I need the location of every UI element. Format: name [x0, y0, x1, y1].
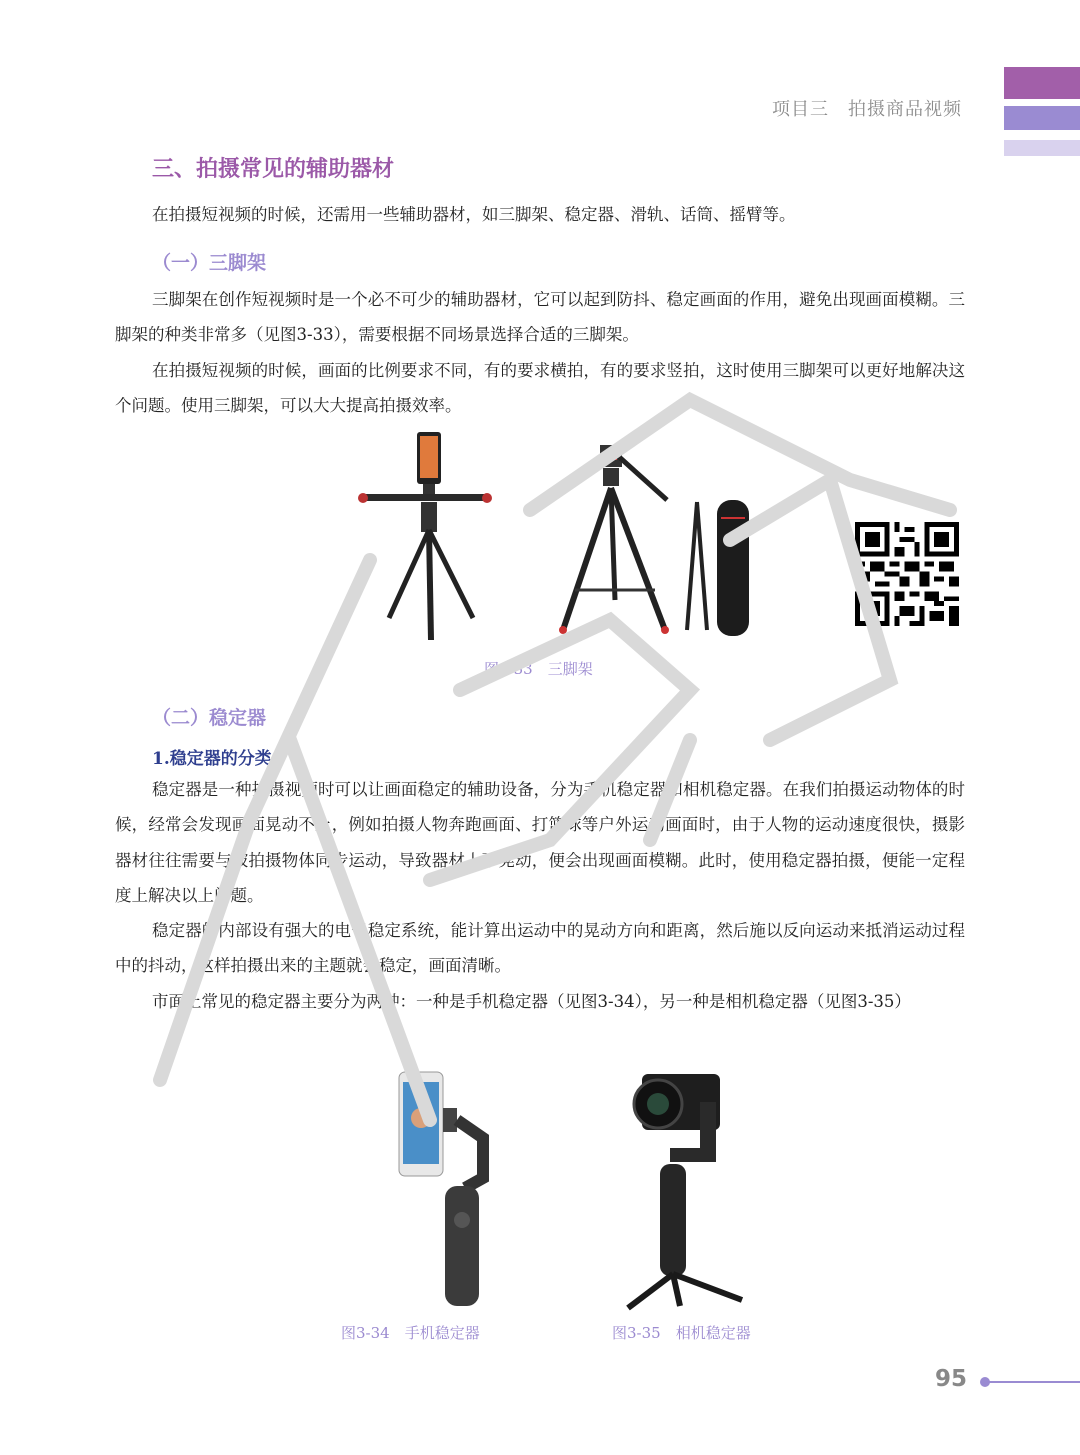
stabilizer-paragraph-1: 稳定器是一种拍摄视频时可以让画面稳定的辅助设备，分为手机稳定器和相机稳定器。在我们拍摄运动物体的时候，经常会发现画面晃动不止，例如拍摄人物奔跑画面、打篮球等户外运动画面时，由于人物的运动速度很快，摄影器材往往需要与被拍摄物体同步运动，导致器材上下晃动，便会出现画面模糊。此时，使用稳定器拍摄，便能一定程度上解决以上问题。: [115, 780, 965, 905]
qr-code[interactable]: [855, 522, 959, 626]
header-tab-purple: [1004, 67, 1080, 99]
phone-stabilizer-photo: [395, 1068, 505, 1313]
section-title: 三、拍摄常见的辅助器材: [152, 157, 395, 182]
figure-caption-3-34: 图3-34 手机稳定器: [341, 1324, 480, 1342]
figure-caption-3-35: 图3-35 相机稳定器: [612, 1324, 751, 1342]
stabilizer-paragraph-3: 市面上常见的稳定器主要分为两种：一种是手机稳定器（见图3-34），另一种是相机稳定器（见图3-35）: [152, 992, 911, 1011]
stabilizer-paragraph-2: 稳定器的内部设有强大的电子稳定系统，能计算出运动中的晃动方向和距离，然后施以反向运动来抵消运动过程中的抖动，这样拍摄出来的主题就会稳定，画面清晰。: [115, 921, 965, 976]
tripod-video-photo: [555, 440, 755, 640]
tripod-paragraph-2: 在拍摄短视频的时候，画面的比例要求不同，有的要求横拍，有的要求竖拍，这时使用三脚架可以更好地解决这个问题。使用三脚架，可以大大提高拍摄效率。: [115, 361, 965, 416]
camera-stabilizer-photo: [620, 1062, 750, 1312]
stabilizer-subheading: 1.稳定器的分类: [152, 749, 272, 769]
header-tab-light: [1004, 140, 1080, 156]
stabilizer-heading: （二）稳定器: [152, 707, 267, 729]
page-number-line: [985, 1381, 1080, 1383]
figure-caption-3-33: 图3-33 三脚架: [484, 660, 593, 678]
page-number: 95: [935, 1366, 968, 1392]
intro-paragraph: 在拍摄短视频的时候，还需用一些辅助器材，如三脚架、稳定器、滑轨、话筒、摇臂等。: [152, 205, 796, 224]
tripod-slider-photo: [355, 430, 495, 645]
header-tab-lavender: [1004, 106, 1080, 130]
running-header: 项目三 拍摄商品视频: [772, 99, 962, 120]
tripod-paragraph-1: 三脚架在创作短视频时是一个必不可少的辅助器材，它可以起到防抖、稳定画面的作用，避免出现画面模糊。三脚架的种类非常多（见图3-33），需要根据不同场景选择合适的三脚架。: [115, 290, 965, 345]
tripod-heading: （一）三脚架: [152, 252, 267, 274]
